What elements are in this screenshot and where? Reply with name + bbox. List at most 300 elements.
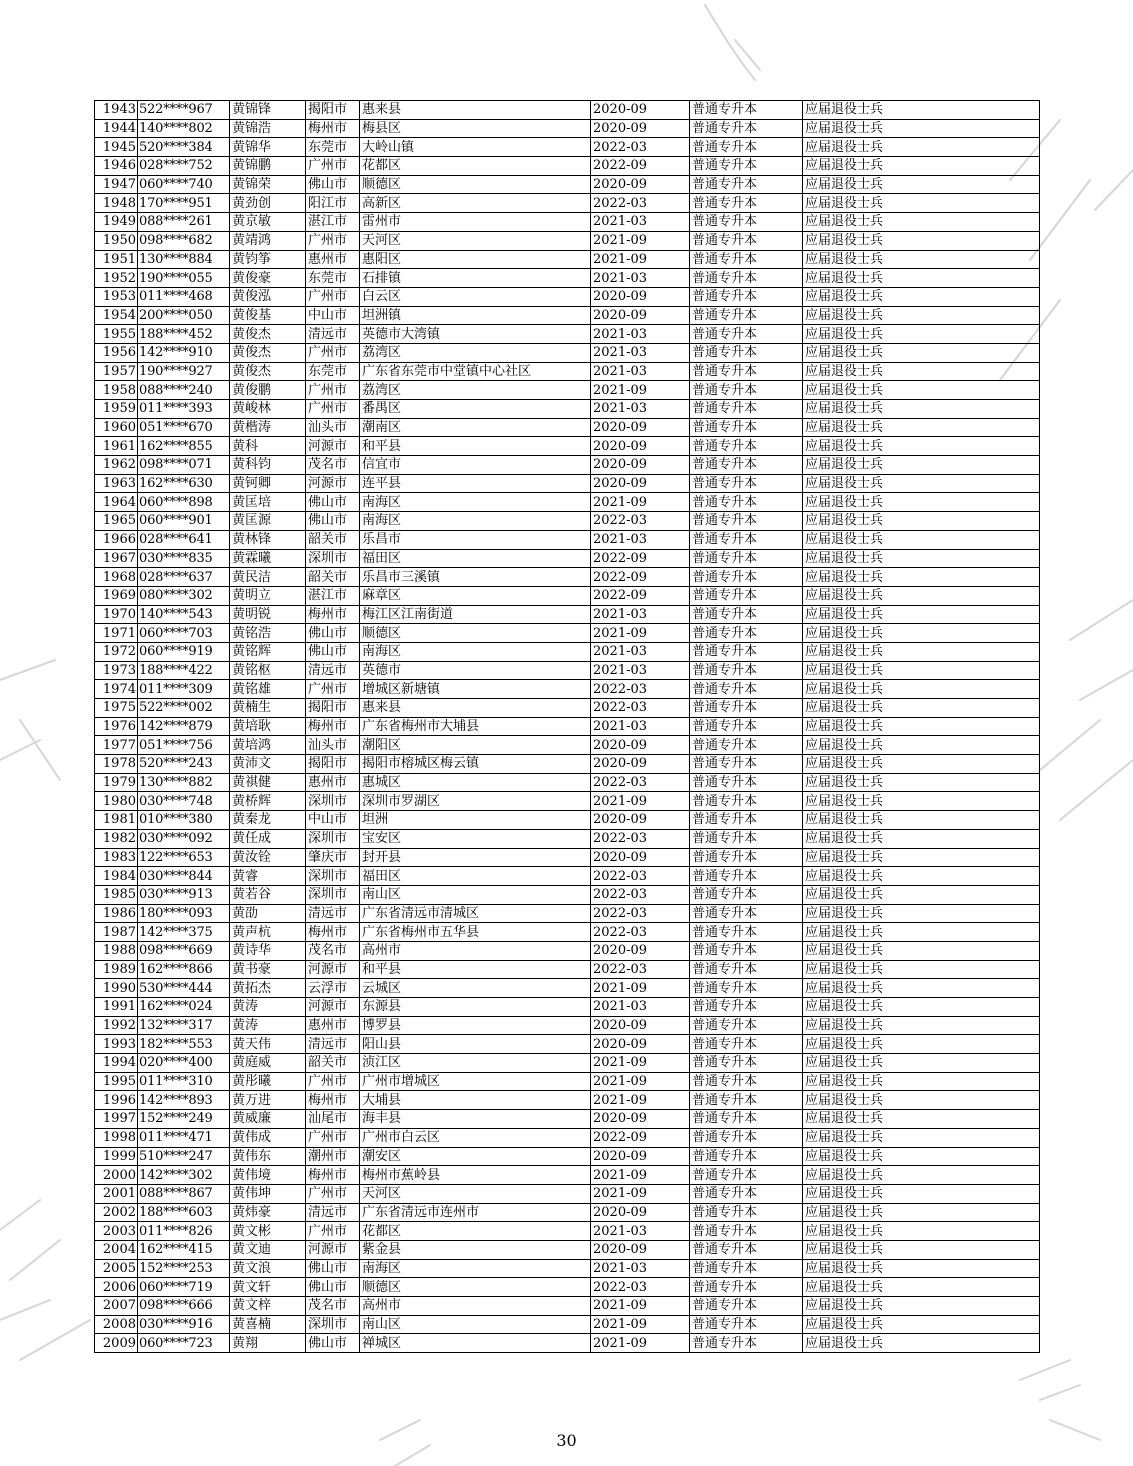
program-type-cell: 普通专升本 — [690, 101, 803, 120]
category-cell: 应届退役士兵 — [803, 231, 1040, 250]
seq-number-cell: 1992 — [95, 1016, 138, 1035]
seq-number-cell: 1975 — [95, 699, 138, 718]
program-type-cell: 普通专升本 — [690, 157, 803, 176]
seq-number-cell: 1969 — [95, 586, 138, 605]
category-cell: 应届退役士兵 — [803, 773, 1040, 792]
table-row — [95, 362, 1040, 381]
name-cell: 黄伟东 — [230, 1147, 306, 1166]
table-row — [95, 1091, 1040, 1110]
city-cell: 佛山市 — [306, 1259, 360, 1278]
name-cell: 黄峻林 — [230, 400, 306, 419]
category-cell: 应届退役士兵 — [803, 1147, 1040, 1166]
table-row — [95, 642, 1040, 661]
name-cell: 黄民洁 — [230, 568, 306, 587]
district-cell: 博罗县 — [360, 1016, 591, 1035]
table-row — [95, 848, 1040, 867]
program-type-cell: 普通专升本 — [690, 568, 803, 587]
id-number-cell: 060****719 — [138, 1278, 230, 1297]
program-type-cell: 普通专升本 — [690, 605, 803, 624]
program-type-cell: 普通专升本 — [690, 1297, 803, 1316]
id-number-cell: 130****884 — [138, 250, 230, 269]
enroll-date-cell: 2021-03 — [591, 998, 690, 1017]
enroll-date-cell: 2020-09 — [591, 848, 690, 867]
seq-number-cell: 1968 — [95, 568, 138, 587]
name-cell: 黄锦浩 — [230, 119, 306, 138]
city-cell: 佛山市 — [306, 1334, 360, 1353]
district-cell: 惠阳区 — [360, 250, 591, 269]
id-number-cell: 051****756 — [138, 736, 230, 755]
city-cell: 清远市 — [306, 1203, 360, 1222]
name-cell: 黄万进 — [230, 1091, 306, 1110]
city-cell: 阳江市 — [306, 194, 360, 213]
id-number-cell: 028****641 — [138, 530, 230, 549]
name-cell: 黄靖鸿 — [230, 231, 306, 250]
program-type-cell: 普通专升本 — [690, 138, 803, 157]
id-number-cell: 162****024 — [138, 998, 230, 1017]
table-row — [95, 1072, 1040, 1091]
id-number-cell: 162****855 — [138, 437, 230, 456]
name-cell: 黄喜楠 — [230, 1315, 306, 1334]
table-row — [95, 437, 1040, 456]
program-type-cell: 普通专升本 — [690, 755, 803, 774]
table-row — [95, 1259, 1040, 1278]
district-cell: 顺德区 — [360, 175, 591, 194]
city-cell: 梅州市 — [306, 717, 360, 736]
enroll-date-cell: 2021-03 — [591, 1222, 690, 1241]
city-cell: 梅州市 — [306, 923, 360, 942]
program-type-cell: 普通专升本 — [690, 1222, 803, 1241]
enroll-date-cell: 2021-09 — [591, 1184, 690, 1203]
id-number-cell: 098****666 — [138, 1297, 230, 1316]
district-cell: 信宜市 — [360, 456, 591, 475]
id-number-cell: 522****967 — [138, 101, 230, 120]
category-cell: 应届退役士兵 — [803, 642, 1040, 661]
district-cell: 海丰县 — [360, 1110, 591, 1129]
city-cell: 广州市 — [306, 343, 360, 362]
program-type-cell: 普通专升本 — [690, 1147, 803, 1166]
city-cell: 茂名市 — [306, 941, 360, 960]
category-cell: 应届退役士兵 — [803, 624, 1040, 643]
id-number-cell: 190****927 — [138, 362, 230, 381]
seq-number-cell: 1987 — [95, 923, 138, 942]
category-cell: 应届退役士兵 — [803, 194, 1040, 213]
city-cell: 东莞市 — [306, 138, 360, 157]
id-number-cell: 170****951 — [138, 194, 230, 213]
district-cell: 广东省清远市连州市 — [360, 1203, 591, 1222]
name-cell: 黄霖曦 — [230, 549, 306, 568]
name-cell: 黄楠生 — [230, 699, 306, 718]
name-cell: 黄铭辉 — [230, 642, 306, 661]
category-cell: 应届退役士兵 — [803, 1016, 1040, 1035]
seq-number-cell: 1967 — [95, 549, 138, 568]
district-cell: 梅县区 — [360, 119, 591, 138]
program-type-cell: 普通专升本 — [690, 231, 803, 250]
enroll-date-cell: 2020-09 — [591, 418, 690, 437]
enroll-date-cell: 2022-09 — [591, 1128, 690, 1147]
program-type-cell: 普通专升本 — [690, 624, 803, 643]
id-number-cell: 030****844 — [138, 867, 230, 886]
name-cell: 黄伟成 — [230, 1128, 306, 1147]
table-row — [95, 1016, 1040, 1035]
enroll-date-cell: 2021-09 — [591, 1334, 690, 1353]
city-cell: 茂名市 — [306, 456, 360, 475]
id-number-cell: 152****249 — [138, 1110, 230, 1129]
table-row — [95, 867, 1040, 886]
program-type-cell: 普通专升本 — [690, 1091, 803, 1110]
category-cell: 应届退役士兵 — [803, 867, 1040, 886]
program-type-cell: 普通专升本 — [690, 549, 803, 568]
enroll-date-cell: 2022-03 — [591, 512, 690, 531]
district-cell: 顺德区 — [360, 624, 591, 643]
seq-number-cell: 1958 — [95, 381, 138, 400]
enroll-date-cell: 2021-03 — [591, 213, 690, 232]
district-cell: 封开县 — [360, 848, 591, 867]
enroll-date-cell: 2021-09 — [591, 979, 690, 998]
id-number-cell: 011****826 — [138, 1222, 230, 1241]
city-cell: 佛山市 — [306, 493, 360, 512]
name-cell: 黄匡培 — [230, 493, 306, 512]
name-cell: 黄明立 — [230, 586, 306, 605]
enroll-date-cell: 2022-03 — [591, 680, 690, 699]
program-type-cell: 普通专升本 — [690, 530, 803, 549]
city-cell: 深圳市 — [306, 885, 360, 904]
name-cell: 黄铭浩 — [230, 624, 306, 643]
city-cell: 广州市 — [306, 157, 360, 176]
city-cell: 深圳市 — [306, 792, 360, 811]
category-cell: 应届退役士兵 — [803, 175, 1040, 194]
id-number-cell: 060****898 — [138, 493, 230, 512]
category-cell: 应届退役士兵 — [803, 325, 1040, 344]
city-cell: 清远市 — [306, 1035, 360, 1054]
city-cell: 韶关市 — [306, 1054, 360, 1073]
table-row — [95, 1035, 1040, 1054]
table-row — [95, 605, 1040, 624]
table-row — [95, 512, 1040, 531]
category-cell: 应届退役士兵 — [803, 287, 1040, 306]
id-number-cell: 011****471 — [138, 1128, 230, 1147]
table-row — [95, 250, 1040, 269]
seq-number-cell: 2009 — [95, 1334, 138, 1353]
enroll-date-cell: 2020-09 — [591, 306, 690, 325]
district-cell: 潮阳区 — [360, 736, 591, 755]
table-row — [95, 1147, 1040, 1166]
category-cell: 应届退役士兵 — [803, 885, 1040, 904]
category-cell: 应届退役士兵 — [803, 1166, 1040, 1185]
enroll-date-cell: 2022-09 — [591, 568, 690, 587]
program-type-cell: 普通专升本 — [690, 287, 803, 306]
enroll-date-cell: 2022-03 — [591, 923, 690, 942]
city-cell: 广州市 — [306, 1222, 360, 1241]
seq-number-cell: 2001 — [95, 1184, 138, 1203]
table-row — [95, 624, 1040, 643]
city-cell: 韶关市 — [306, 568, 360, 587]
enroll-date-cell: 2021-09 — [591, 381, 690, 400]
name-cell: 黄明锐 — [230, 605, 306, 624]
seq-number-cell: 1998 — [95, 1128, 138, 1147]
district-cell: 惠城区 — [360, 773, 591, 792]
name-cell: 黄文轩 — [230, 1278, 306, 1297]
enroll-date-cell: 2022-03 — [591, 904, 690, 923]
enroll-date-cell: 2022-03 — [591, 1278, 690, 1297]
city-cell: 佛山市 — [306, 175, 360, 194]
name-cell: 黄铭雄 — [230, 680, 306, 699]
id-number-cell: 028****637 — [138, 568, 230, 587]
name-cell: 黄铭枢 — [230, 661, 306, 680]
name-cell: 黄书豪 — [230, 960, 306, 979]
name-cell: 黄俊泓 — [230, 287, 306, 306]
program-type-cell: 普通专升本 — [690, 941, 803, 960]
name-cell: 黄俊杰 — [230, 362, 306, 381]
name-cell: 黄培鸿 — [230, 736, 306, 755]
enroll-date-cell: 2020-09 — [591, 811, 690, 830]
table-row — [95, 1334, 1040, 1353]
table-row — [95, 418, 1040, 437]
id-number-cell: 080****302 — [138, 586, 230, 605]
category-cell: 应届退役士兵 — [803, 474, 1040, 493]
table-row — [95, 101, 1040, 120]
id-number-cell: 510****247 — [138, 1147, 230, 1166]
name-cell: 黄睿 — [230, 867, 306, 886]
table-row — [95, 1240, 1040, 1259]
seq-number-cell: 1962 — [95, 456, 138, 475]
enroll-date-cell: 2020-09 — [591, 175, 690, 194]
program-type-cell: 普通专升本 — [690, 1166, 803, 1185]
name-cell: 黄林锋 — [230, 530, 306, 549]
category-cell: 应届退役士兵 — [803, 493, 1040, 512]
table-row — [95, 530, 1040, 549]
program-type-cell: 普通专升本 — [690, 960, 803, 979]
name-cell: 黄匡源 — [230, 512, 306, 531]
enroll-date-cell: 2021-03 — [591, 325, 690, 344]
category-cell: 应届退役士兵 — [803, 456, 1040, 475]
seq-number-cell: 1977 — [95, 736, 138, 755]
district-cell: 广州市白云区 — [360, 1128, 591, 1147]
category-cell: 应届退役士兵 — [803, 157, 1040, 176]
table-row — [95, 269, 1040, 288]
seq-number-cell: 1952 — [95, 269, 138, 288]
category-cell: 应届退役士兵 — [803, 1334, 1040, 1353]
enroll-date-cell: 2022-03 — [591, 829, 690, 848]
district-cell: 雷州市 — [360, 213, 591, 232]
enroll-date-cell: 2020-09 — [591, 1035, 690, 1054]
name-cell: 黄威廉 — [230, 1110, 306, 1129]
category-cell: 应届退役士兵 — [803, 250, 1040, 269]
id-number-cell: 142****302 — [138, 1166, 230, 1185]
table-row — [95, 549, 1040, 568]
id-number-cell: 152****253 — [138, 1259, 230, 1278]
name-cell: 黄锦鹏 — [230, 157, 306, 176]
name-cell: 黄庭威 — [230, 1054, 306, 1073]
district-cell: 坦洲镇 — [360, 306, 591, 325]
district-cell: 浈江区 — [360, 1054, 591, 1073]
id-number-cell: 180****093 — [138, 904, 230, 923]
id-number-cell: 520****243 — [138, 755, 230, 774]
district-cell: 广东省东莞市中堂镇中心社区 — [360, 362, 591, 381]
category-cell: 应届退役士兵 — [803, 680, 1040, 699]
category-cell: 应届退役士兵 — [803, 998, 1040, 1017]
category-cell: 应届退役士兵 — [803, 1110, 1040, 1129]
records-table — [94, 100, 1040, 1353]
table-row — [95, 175, 1040, 194]
name-cell: 黄文梓 — [230, 1297, 306, 1316]
category-cell: 应届退役士兵 — [803, 512, 1040, 531]
program-type-cell: 普通专升本 — [690, 848, 803, 867]
seq-number-cell: 1978 — [95, 755, 138, 774]
id-number-cell: 051****670 — [138, 418, 230, 437]
name-cell: 黄文浪 — [230, 1259, 306, 1278]
seq-number-cell: 1984 — [95, 867, 138, 886]
name-cell: 黄桥辉 — [230, 792, 306, 811]
seq-number-cell: 1994 — [95, 1054, 138, 1073]
city-cell: 广州市 — [306, 680, 360, 699]
category-cell: 应届退役士兵 — [803, 811, 1040, 830]
enroll-date-cell: 2020-09 — [591, 1240, 690, 1259]
enroll-date-cell: 2022-09 — [591, 157, 690, 176]
district-cell: 大岭山镇 — [360, 138, 591, 157]
program-type-cell: 普通专升本 — [690, 493, 803, 512]
seq-number-cell: 2000 — [95, 1166, 138, 1185]
category-cell: 应届退役士兵 — [803, 381, 1040, 400]
category-cell: 应届退役士兵 — [803, 306, 1040, 325]
enroll-date-cell: 2021-03 — [591, 400, 690, 419]
enroll-date-cell: 2022-03 — [591, 867, 690, 886]
id-number-cell: 162****866 — [138, 960, 230, 979]
category-cell: 应届退役士兵 — [803, 605, 1040, 624]
table-row — [95, 755, 1040, 774]
enroll-date-cell: 2021-03 — [591, 530, 690, 549]
category-cell: 应届退役士兵 — [803, 418, 1040, 437]
name-cell: 黄天伟 — [230, 1035, 306, 1054]
name-cell: 黄钧筝 — [230, 250, 306, 269]
city-cell: 云浮市 — [306, 979, 360, 998]
category-cell: 应届退役士兵 — [803, 213, 1040, 232]
enroll-date-cell: 2020-09 — [591, 755, 690, 774]
seq-number-cell: 1983 — [95, 848, 138, 867]
id-number-cell: 030****092 — [138, 829, 230, 848]
name-cell: 黄沛文 — [230, 755, 306, 774]
program-type-cell: 普通专升本 — [690, 736, 803, 755]
city-cell: 揭阳市 — [306, 699, 360, 718]
district-cell: 南海区 — [360, 512, 591, 531]
table-row — [95, 1054, 1040, 1073]
seq-number-cell: 1971 — [95, 624, 138, 643]
program-type-cell: 普通专升本 — [690, 923, 803, 942]
name-cell: 黄文彬 — [230, 1222, 306, 1241]
seq-number-cell: 1950 — [95, 231, 138, 250]
city-cell: 河源市 — [306, 437, 360, 456]
program-type-cell: 普通专升本 — [690, 381, 803, 400]
district-cell: 潮安区 — [360, 1147, 591, 1166]
seq-number-cell: 1970 — [95, 605, 138, 624]
program-type-cell: 普通专升本 — [690, 194, 803, 213]
city-cell: 清远市 — [306, 661, 360, 680]
seq-number-cell: 1965 — [95, 512, 138, 531]
seq-number-cell: 1966 — [95, 530, 138, 549]
city-cell: 惠州市 — [306, 1016, 360, 1035]
program-type-cell: 普通专升本 — [690, 437, 803, 456]
seq-number-cell: 1985 — [95, 885, 138, 904]
city-cell: 广州市 — [306, 1072, 360, 1091]
table-row — [95, 157, 1040, 176]
district-cell: 石排镇 — [360, 269, 591, 288]
seq-number-cell: 1961 — [95, 437, 138, 456]
district-cell: 惠来县 — [360, 699, 591, 718]
name-cell: 黄翔 — [230, 1334, 306, 1353]
district-cell: 高州市 — [360, 1297, 591, 1316]
district-cell: 梅州市蕉岭县 — [360, 1166, 591, 1185]
id-number-cell: 520****384 — [138, 138, 230, 157]
category-cell: 应届退役士兵 — [803, 1091, 1040, 1110]
city-cell: 佛山市 — [306, 642, 360, 661]
name-cell: 黄伟坤 — [230, 1184, 306, 1203]
name-cell: 黄声杭 — [230, 923, 306, 942]
seq-number-cell: 1990 — [95, 979, 138, 998]
table-row — [95, 1166, 1040, 1185]
district-cell: 花都区 — [360, 1222, 591, 1241]
category-cell: 应届退役士兵 — [803, 699, 1040, 718]
table-row — [95, 343, 1040, 362]
category-cell: 应届退役士兵 — [803, 437, 1040, 456]
program-type-cell: 普通专升本 — [690, 680, 803, 699]
id-number-cell: 098****682 — [138, 231, 230, 250]
id-number-cell: 142****910 — [138, 343, 230, 362]
seq-number-cell: 2004 — [95, 1240, 138, 1259]
id-number-cell: 020****400 — [138, 1054, 230, 1073]
city-cell: 汕头市 — [306, 418, 360, 437]
city-cell: 佛山市 — [306, 512, 360, 531]
city-cell: 惠州市 — [306, 773, 360, 792]
id-number-cell: 030****835 — [138, 549, 230, 568]
enroll-date-cell: 2021-09 — [591, 1166, 690, 1185]
table-row — [95, 960, 1040, 979]
name-cell: 黄锦锋 — [230, 101, 306, 120]
district-cell: 南海区 — [360, 493, 591, 512]
city-cell: 清远市 — [306, 325, 360, 344]
category-cell: 应届退役士兵 — [803, 979, 1040, 998]
seq-number-cell: 2005 — [95, 1259, 138, 1278]
table-row — [95, 1184, 1040, 1203]
category-cell: 应届退役士兵 — [803, 717, 1040, 736]
table-row — [95, 1203, 1040, 1222]
seq-number-cell: 1981 — [95, 811, 138, 830]
seq-number-cell: 1963 — [95, 474, 138, 493]
district-cell: 揭阳市榕城区梅云镇 — [360, 755, 591, 774]
seq-number-cell: 1974 — [95, 680, 138, 699]
city-cell: 揭阳市 — [306, 101, 360, 120]
city-cell: 河源市 — [306, 960, 360, 979]
district-cell: 深圳市罗湖区 — [360, 792, 591, 811]
enroll-date-cell: 2020-09 — [591, 941, 690, 960]
enroll-date-cell: 2020-09 — [591, 1203, 690, 1222]
enroll-date-cell: 2021-03 — [591, 717, 690, 736]
id-number-cell: 162****415 — [138, 1240, 230, 1259]
district-cell: 云城区 — [360, 979, 591, 998]
district-cell: 东源县 — [360, 998, 591, 1017]
program-type-cell: 普通专升本 — [690, 175, 803, 194]
id-number-cell: 088****261 — [138, 213, 230, 232]
id-number-cell: 060****740 — [138, 175, 230, 194]
city-cell: 汕头市 — [306, 736, 360, 755]
id-number-cell: 011****309 — [138, 680, 230, 699]
table-row — [95, 885, 1040, 904]
district-cell: 南山区 — [360, 1315, 591, 1334]
enroll-date-cell: 2022-03 — [591, 773, 690, 792]
district-cell: 大埔县 — [360, 1091, 591, 1110]
id-number-cell: 060****723 — [138, 1334, 230, 1353]
program-type-cell: 普通专升本 — [690, 1315, 803, 1334]
enroll-date-cell: 2021-09 — [591, 250, 690, 269]
id-number-cell: 011****310 — [138, 1072, 230, 1091]
